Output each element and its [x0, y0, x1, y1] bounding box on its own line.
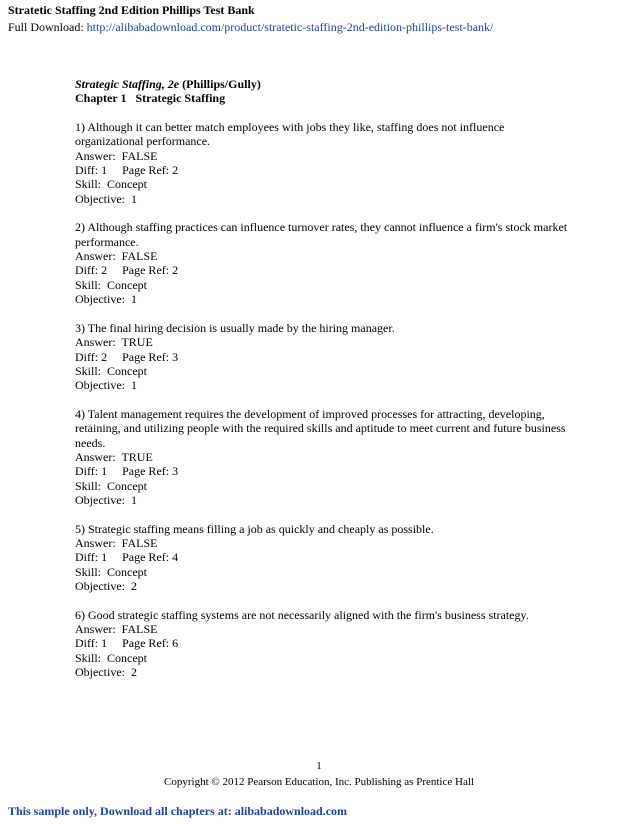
question-text: 6) Good strategic staffing systems are not necessarily aligned with the firm's business strategy. — [75, 607, 529, 622]
copyright-notice: Copyright © 2012 Pearson Education, Inc. Publishing as Prentice Hall — [164, 776, 474, 788]
diff-row — [75, 263, 575, 277]
book-title — [75, 77, 575, 91]
question-text: 2) Although staffing practices can influence turnover rates, they cannot influence a firm's stock market performance. — [75, 220, 568, 249]
book-title-italic: Strategic Staffing, 2e — [75, 77, 180, 91]
header-title: Stratetic Staffing 2nd Edition Phillips Test Bank — [8, 3, 255, 17]
diff-row — [75, 636, 575, 650]
question-block — [75, 407, 575, 508]
question-block — [75, 120, 575, 206]
answer: Answer: FALSE — [75, 249, 158, 264]
diff-row — [75, 464, 575, 478]
page-number: 1 — [316, 760, 322, 772]
difficulty: Diff: 1 — [75, 464, 108, 479]
difficulty: Diff: 1 — [75, 636, 108, 651]
question-block — [75, 608, 575, 680]
answer: Answer: TRUE — [75, 449, 153, 464]
document-body — [75, 77, 575, 680]
diff-row — [75, 350, 575, 364]
page-ref: Page Ref: 3 — [122, 464, 179, 479]
page-ref: Page Ref: 4 — [122, 550, 179, 565]
objective: Objective: 2 — [75, 579, 137, 594]
difficulty: Diff: 1 — [75, 550, 108, 565]
diff-row — [75, 550, 575, 564]
skill: Skill: Concept — [75, 564, 147, 579]
sample-download-link[interactable]: This sample only, Download all chapters at: alibabadownload.com — [8, 804, 348, 818]
skill: Skill: Concept — [75, 177, 147, 192]
answer: Answer: FALSE — [75, 535, 158, 550]
page-ref: Page Ref: 3 — [122, 349, 179, 364]
chapter-title: Chapter 1 Strategic Staffing — [75, 91, 226, 106]
objective: Objective: 2 — [75, 665, 137, 680]
skill: Skill: Concept — [75, 650, 147, 665]
objective: Objective: 1 — [75, 493, 137, 508]
difficulty: Diff: 2 — [75, 263, 108, 278]
download-line — [8, 20, 493, 35]
difficulty: Diff: 2 — [75, 349, 108, 364]
answer: Answer: FALSE — [75, 622, 158, 636]
question-text: 3) The final hiring decision is usually made by the hiring manager. — [75, 320, 395, 335]
question-block — [75, 522, 575, 594]
question-text: 5) Strategic staffing means filling a job as quickly and cheaply as possible. — [75, 521, 434, 536]
skill: Skill: Concept — [75, 277, 147, 292]
page-ref: Page Ref: 2 — [122, 263, 179, 278]
page-ref: Page Ref: 2 — [122, 163, 179, 178]
book-authors: (Phillips/Gully) — [179, 77, 261, 91]
skill: Skill: Concept — [75, 478, 147, 493]
difficulty: Diff: 1 — [75, 163, 108, 178]
question-block — [75, 220, 575, 306]
page-ref: Page Ref: 6 — [122, 636, 179, 651]
diff-row — [75, 163, 575, 177]
download-prefix: Full Download: — [8, 20, 87, 34]
answer: Answer: TRUE — [75, 335, 153, 350]
objective: Objective: 1 — [75, 378, 137, 393]
objective: Objective: 1 — [75, 292, 137, 307]
question-block — [75, 321, 575, 393]
skill: Skill: Concept — [75, 363, 147, 378]
question-text: 4) Talent management requires the development of improved processes for attracting, developing, retaining, and utilizing people with the required skills and aptitude to meet current and future business needs. — [75, 406, 566, 450]
answer: Answer: FALSE — [75, 148, 158, 163]
objective: Objective: 1 — [75, 191, 137, 206]
question-text: 1) Although it can better match employees with jobs they like, staffing does not influence organizational performance. — [75, 119, 505, 149]
download-link[interactable]: http://alibabadownload.com/product/stratetic-staffing-2nd-edition-phillips-test-bank/ — [86, 20, 494, 34]
